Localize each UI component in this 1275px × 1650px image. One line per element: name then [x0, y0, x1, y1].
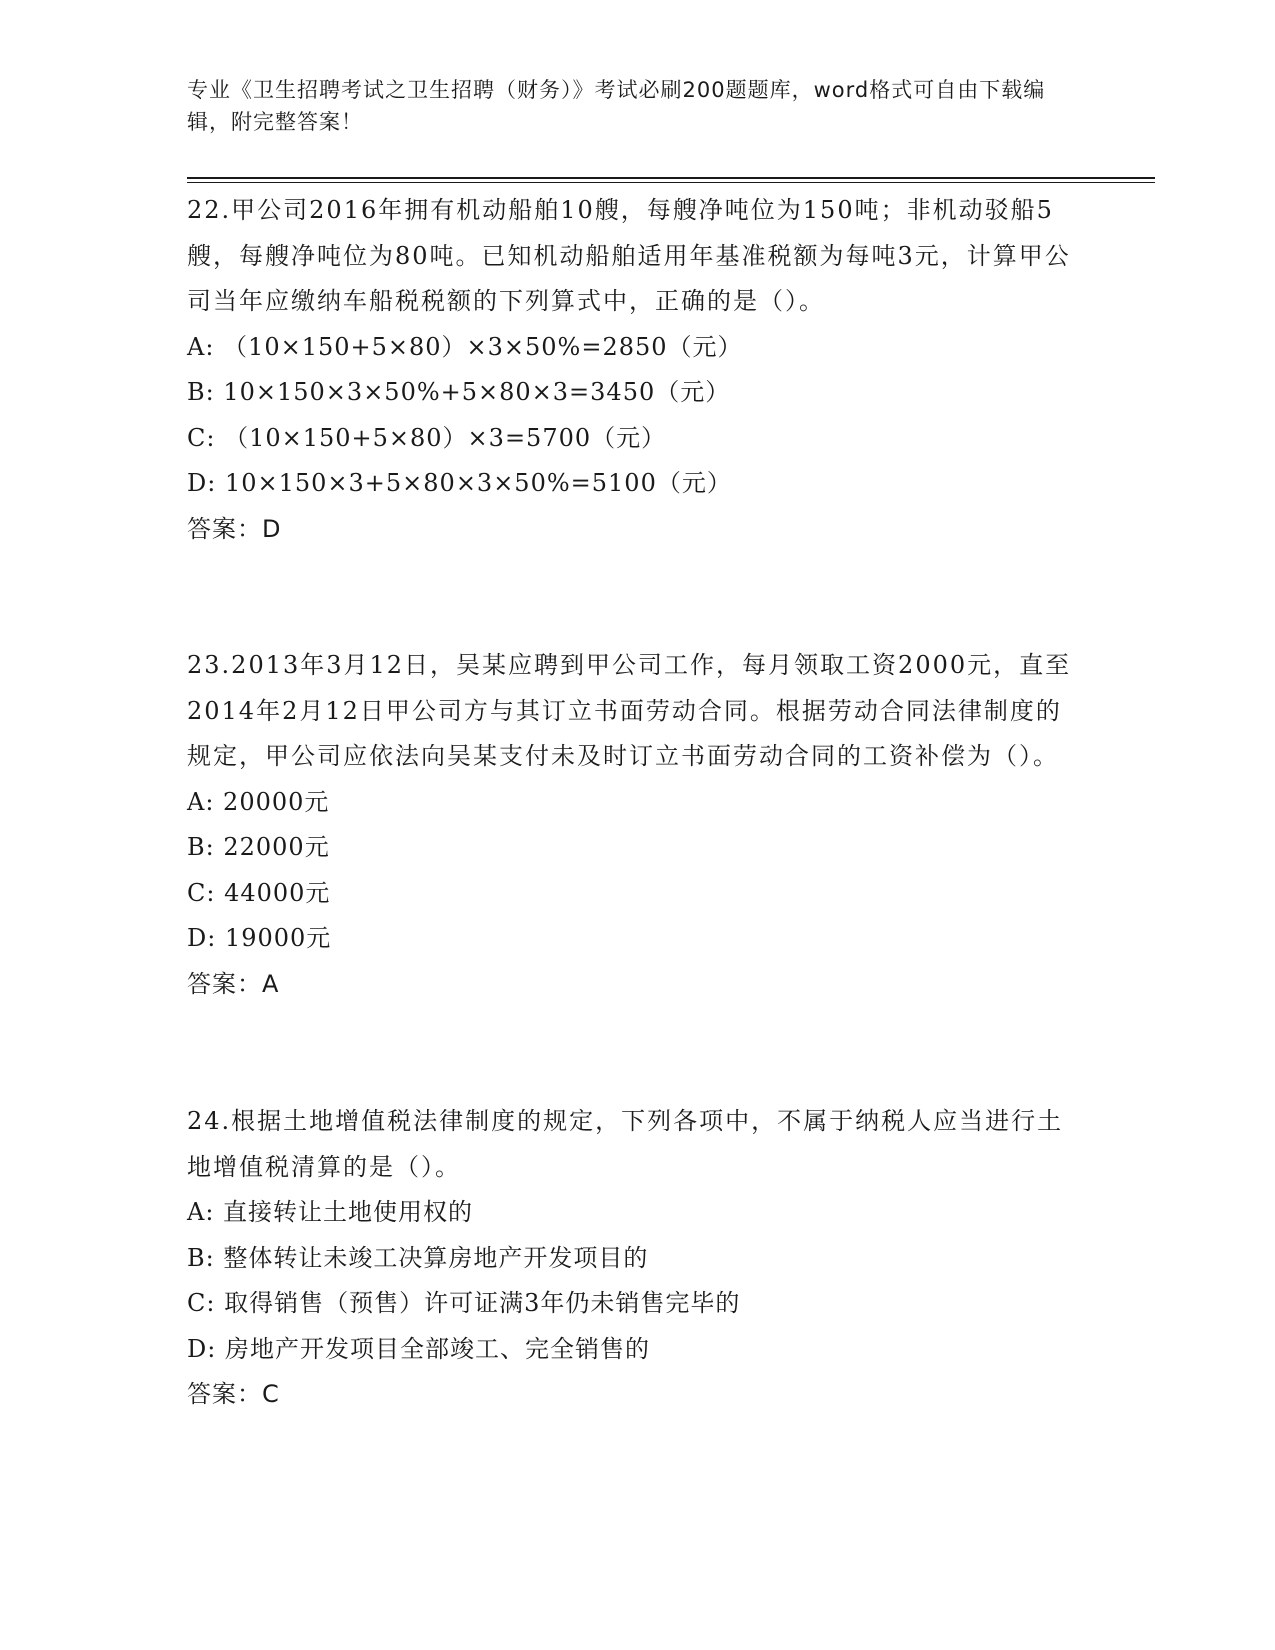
option-c: C: 44000元: [187, 878, 331, 907]
question-stem: 22.甲公司2016年拥有机动船舶10艘，每艘净吨位为150吨；非机动驳船5艘，每艘净吨位为80吨。已知机动船舶适用年基准税额为每吨3元，计算甲公司当年应缴纳车船税税额的下列算式中，正确的是（）。: [187, 196, 1071, 315]
answer-line: 答案：A: [187, 969, 280, 998]
answer-line: 答案：D: [187, 514, 282, 543]
question-23: [187, 643, 1087, 1007]
option-b: B: 整体转让未竣工决算房地产开发项目的: [187, 1243, 649, 1272]
option-d: D: 房地产开发项目全部竣工、完全销售的: [187, 1334, 650, 1363]
option-c: C: （10×150+5×80）×3=5700（元）: [187, 423, 667, 452]
option-a: A: 20000元: [187, 787, 330, 816]
option-a: A: （10×150+5×80）×3×50%=2850（元）: [187, 332, 743, 361]
question-stem: 24.根据土地增值税法律制度的规定，下列各项中，不属于纳税人应当进行土地增值税清算的是（）。: [187, 1107, 1064, 1181]
option-d: D: 10×150×3+5×80×3×50%=5100（元）: [187, 469, 732, 497]
option-b: B: 22000元: [187, 833, 330, 861]
option-d: D: 19000元: [187, 924, 332, 952]
option-b: B: 10×150×3×50%+5×80×3=3450（元）: [187, 378, 731, 406]
header-divider-thick: [187, 177, 1155, 179]
document-header: 专业《卫生招聘考试之卫生招聘（财务）》考试必刷200题题库，word格式可自由下载编辑，附完整答案！: [187, 78, 1046, 134]
question-24: [187, 1099, 1087, 1418]
header-divider-thin: [187, 182, 1155, 183]
question-stem: 23.2013年3月12日，吴某应聘到甲公司工作，每月领取工资2000元，直至2014年2月12日甲公司方与其订立书面劳动合同。根据劳动合同法律制度的规定，甲公司应依法向吴某支付未及时订立书面劳动合同的工资补偿为（）。: [187, 651, 1072, 770]
question-22: [187, 188, 1087, 552]
option-a: A: 直接转让土地使用权的: [187, 1198, 474, 1226]
option-c: C: 取得销售（预售）许可证满3年仍未销售完毕的: [187, 1289, 741, 1317]
answer-line: 答案：C: [187, 1380, 280, 1408]
